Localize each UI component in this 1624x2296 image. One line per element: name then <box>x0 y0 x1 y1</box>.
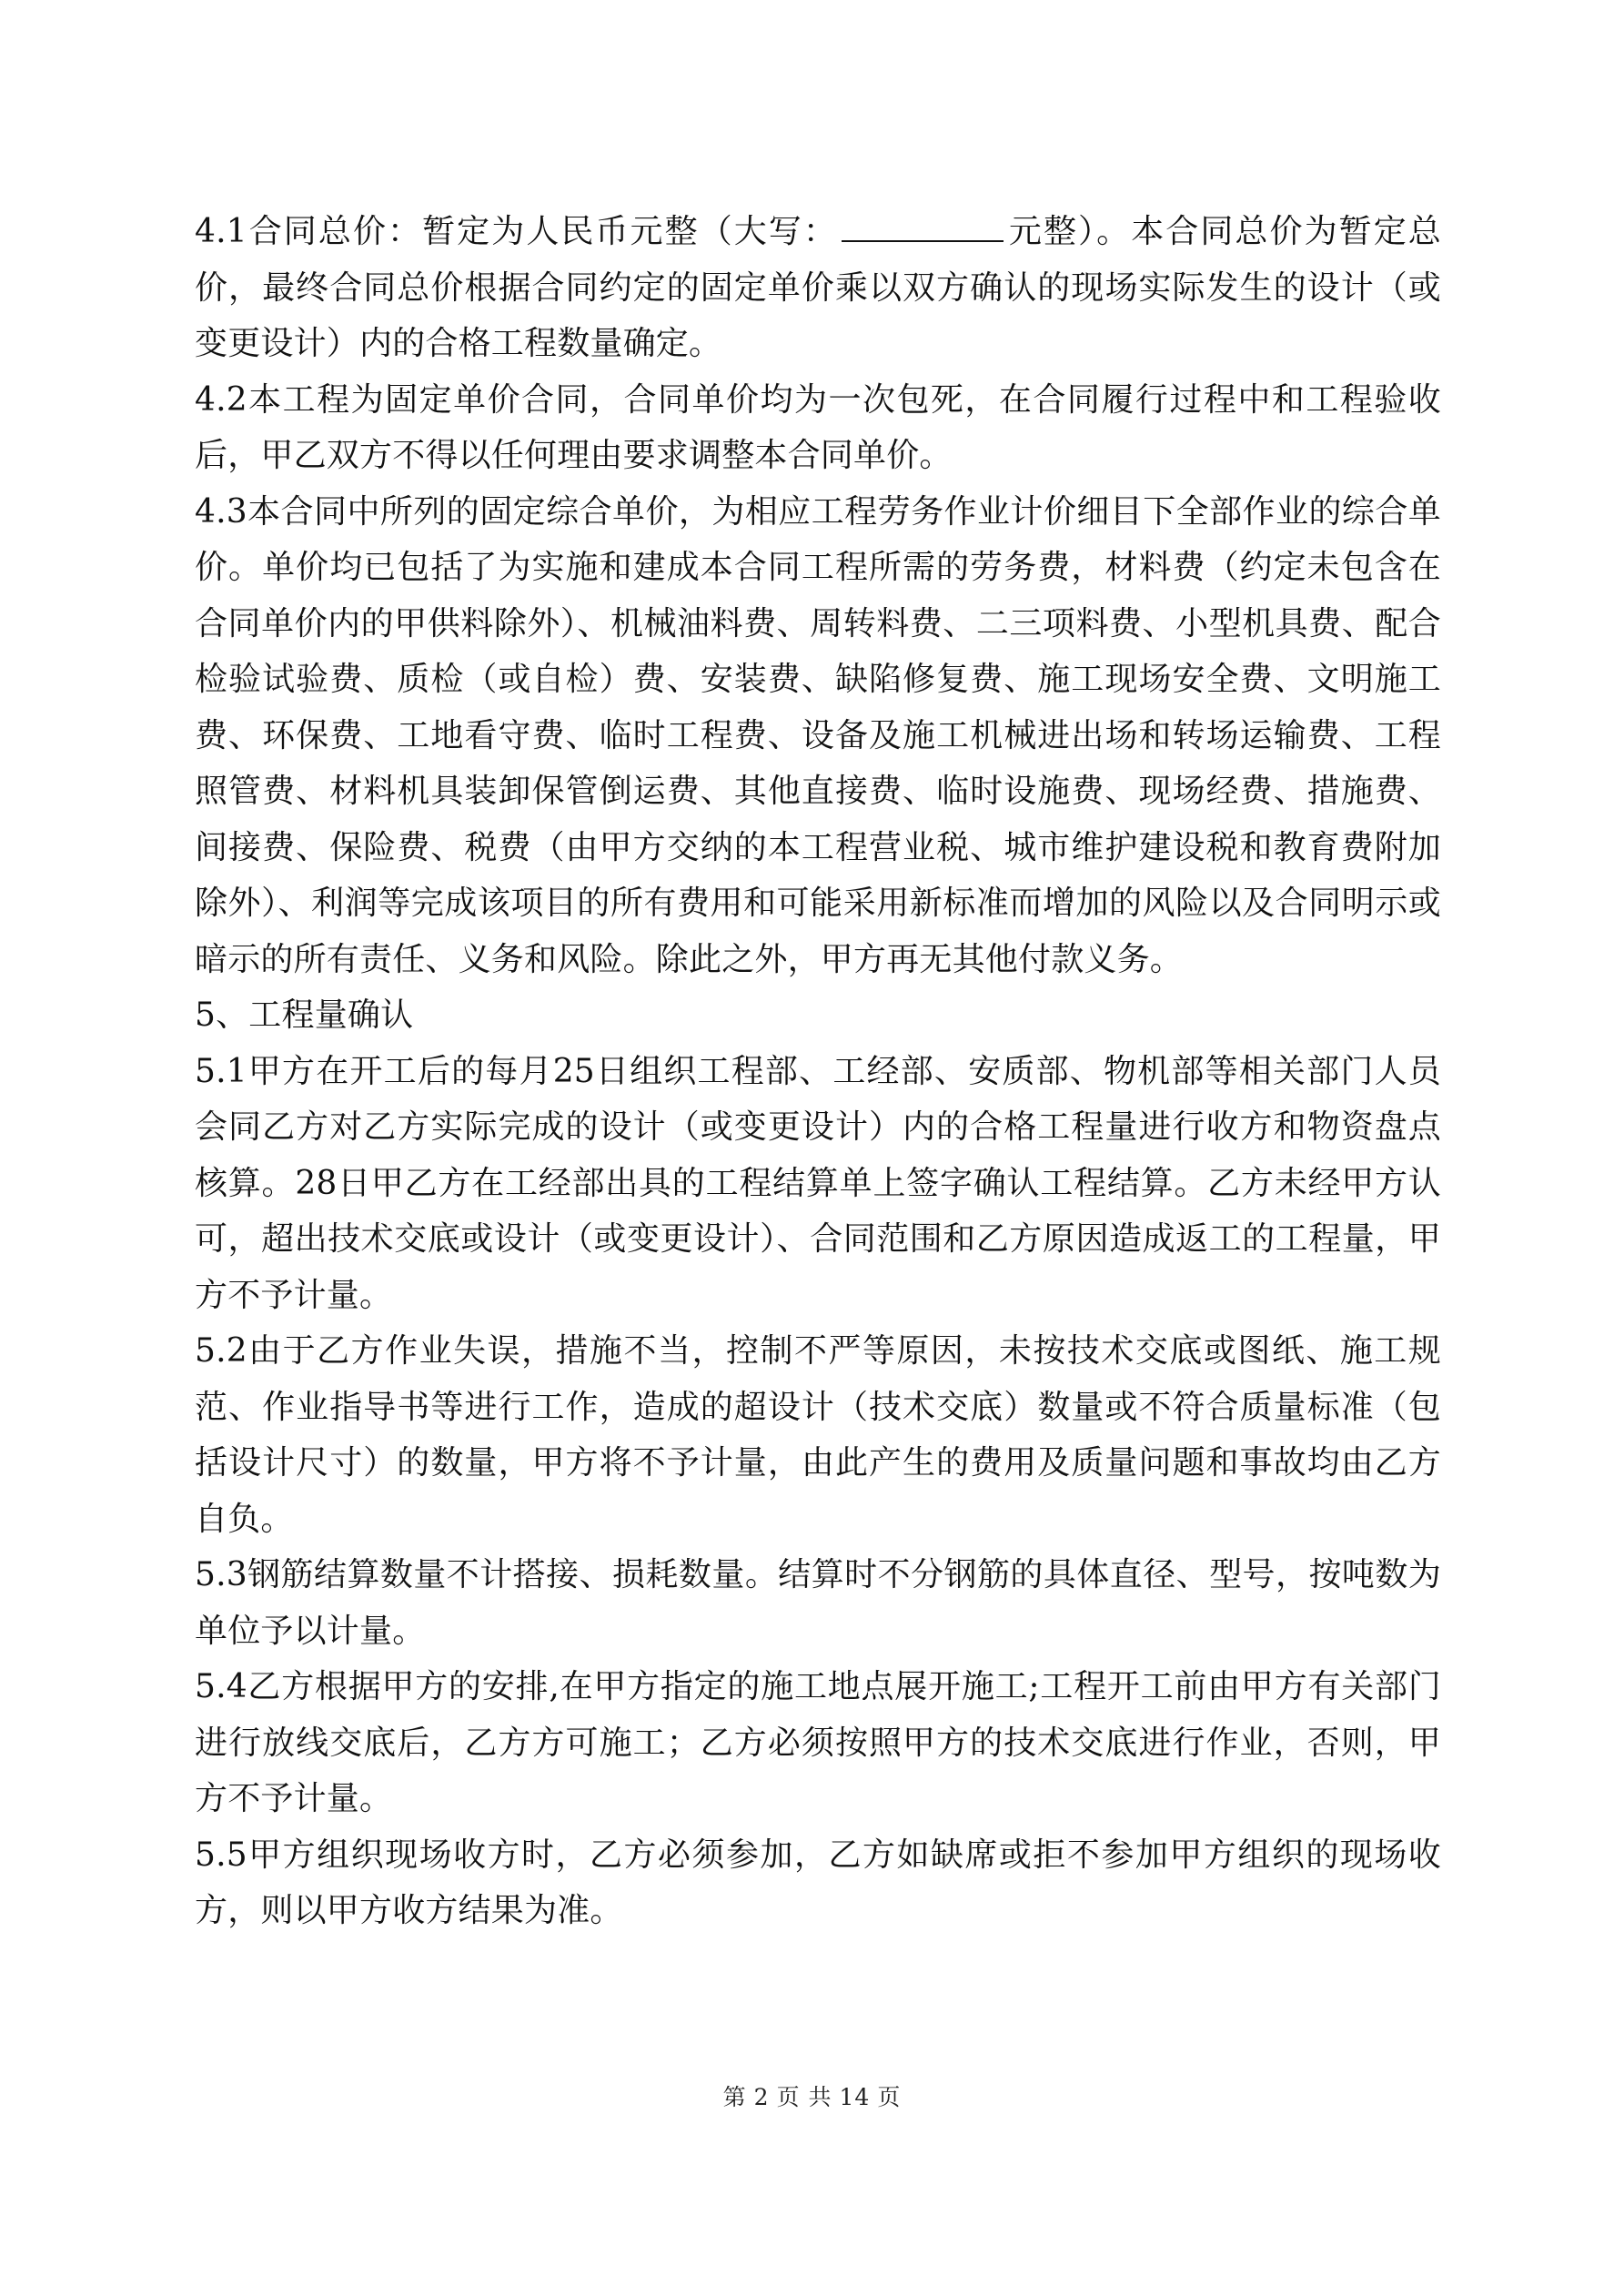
clause-4-1-rest: 元整）。本合同总价为暂定总价，最终合同总价根据合同约定的固定单价乘以双方确认的现场实际发生的设计（或变更设计）内的合格工程数量确定。 <box>195 213 1441 362</box>
clause-5-2: 5.2由于乙方作业失误，措施不当，控制不严等原因，未按技术交底或图纸、施工规范、作业指导书等进行工作，造成的超设计（技术交底）数量或不符合质量标准（包括设计尺寸）的数量，甲方将不予计量，由此产生的费用及质量问题和事故均由乙方自负。 <box>195 1332 1441 1538</box>
amount-in-words-blank <box>842 213 1004 242</box>
contract-body <box>195 204 1441 1939</box>
clause-5-5: 5.5甲方组织现场收方时，乙方必须参加，乙方如缺席或拒不参加甲方组织的现场收方，则以甲方收方结果为准。 <box>195 1836 1441 1929</box>
section-5-heading: 5、工程量确认 <box>195 996 414 1034</box>
footer-middle: 页 共 <box>776 2084 832 2110</box>
page-footer <box>0 2084 1624 2111</box>
footer-prefix: 第 <box>722 2084 747 2110</box>
clause-5-3: 5.3钢筋结算数量不计搭接、损耗数量。结算时不分钢筋的具体直径、型号，按吨数为单位予以计量。 <box>195 1556 1441 1650</box>
clause-4-3: 4.3本合同中所列的固定综合单价，为相应工程劳务作业计价细目下全部作业的综合单价。单价均已包括了为实施和建成本合同工程所需的劳务费，材料费（约定未包含在合同单价内的甲供料除外）、机械油料费、周转料费、二三项料费、小型机具费、配合检验试验费、质检（或自检）费、安装费、缺陷修复费、施工现场安全费、文明施工费、环保费、工地看守费、临时工程费、设备及施工机械进出场和转场运输费、工程照管费、材料机具装卸保管倒运费、其他直接费、临时设施费、现场经费、措施费、间接费、保险费、税费（由甲方交纳的本工程营业税、城市维护建设税和教育费附加除外）、利润等完成该项目的所有费用和可能采用新标准而增加的风险以及合同明示或暗示的所有责任、义务和风险。除此之外，甲方再无其他付款义务。 <box>195 492 1441 978</box>
clause-4-1 <box>195 204 1441 372</box>
total-page-count: 14 <box>839 2084 871 2110</box>
clause-4-2: 4.2本工程为固定单价合同，合同单价均为一次包死，在合同履行过程中和工程验收后，甲乙双方不得以任何理由要求调整本合同单价。 <box>195 380 1441 474</box>
current-page-number: 2 <box>753 2084 770 2110</box>
clause-5-4: 5.4乙方根据甲方的安排,在甲方指定的施工地点展开施工;工程开工前由甲方有关部门进行放线交底后，乙方方可施工；乙方必须按照甲方的技术交底进行作业，否则，甲方不予计量。 <box>195 1668 1441 1817</box>
clause-5-1: 5.1甲方在开工后的每月25日组织工程部、工经部、安质部、物机部等相关部门人员会同乙方对乙方实际完成的设计（或变更设计）内的合格工程量进行收方和物资盘点核算。28日甲乙方在工经部出具的工程结算单上签字确认工程结算。乙方未经甲方认可，超出技术交底或设计（或变更设计）、合同范围和乙方原因造成返工的工程量，甲方不予计量。 <box>195 1052 1441 1314</box>
footer-suffix: 页 <box>877 2084 902 2110</box>
clause-4-1-lead: 4.1合同总价：暂定为人民币元整（大写： <box>195 213 839 250</box>
